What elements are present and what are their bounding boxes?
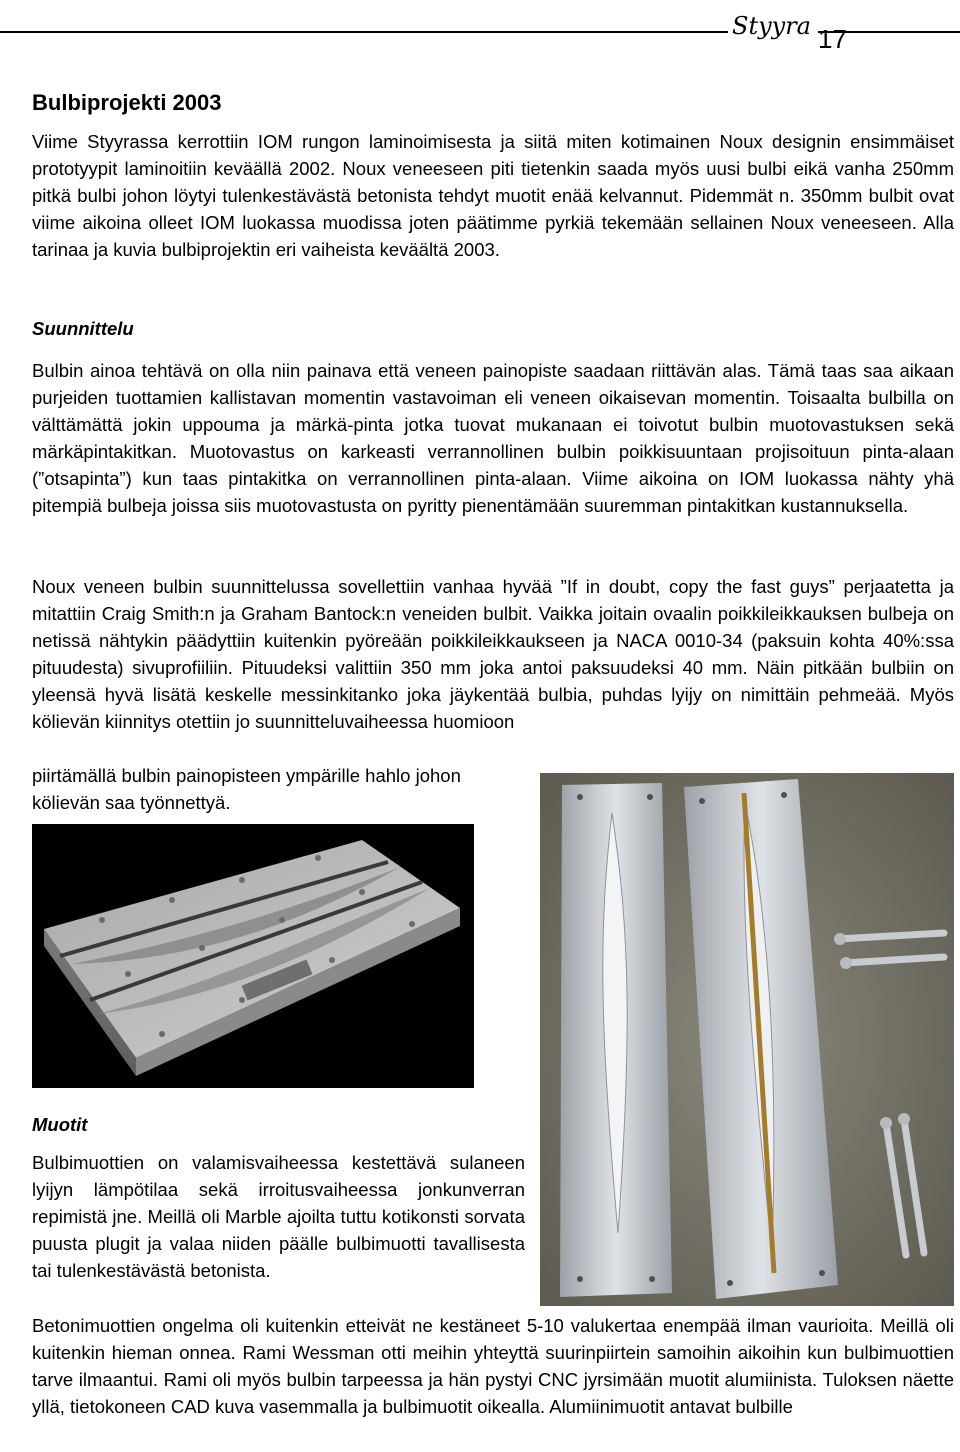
section-heading-muotit: Muotit — [32, 1114, 88, 1135]
aluminium-molds-photo — [540, 773, 954, 1306]
muotit-paragraph-wrapped: Bulbimuottien on valamisvaiheessa kestettävä sulaneen lyijyn lämpötilaa sekä irroitusvaiheessa jonkunverran repimistä jne. Meillä oli Marble ajoilta tuttu kotikonsti sorvata puusta plugit ja valaa niiden päälle bulbimuotti tavallisesta tai tulenkestävästä betonista. — [32, 1152, 525, 1281]
page-number: 17 — [818, 24, 847, 54]
suunnittelu-paragraph-2: Noux veneen bulbin suunnittelussa sovellettiin vanhaa hyvää ”If in doubt, copy the fast guys” perjaatetta ja mitattiin Craig Smith:n ja Graham Bantock:n veneiden bulbit. Vaikka joitain ovaalin poikkileikkauksen bulbeja on netissä nähtykin päädyttiin kuitenkin pyöreään poikkileikkaukseen ja NACA 0010-34 (paksuin kohta 40%:ssa pituudesta) sivuprofiiliin. Pituudeksi valittiin 350 mm joka antoi paksuudeksi 40 mm. Näin pitkään bulbiin on yleensä hyvä lisätä keskelle messinkitanko joka jäykentää bulbia, puhdas lyijy on nimittäin pehmeää. Myös kölievän kiinnitys otettiin jo suunnitteluvaiheessa huomioon — [32, 576, 954, 732]
section-heading-suunnittelu: Suunnittelu — [32, 318, 134, 339]
cad-mold-image — [32, 824, 474, 1088]
suunnittelu-paragraph-2-end: piirtämällä bulbin painopisteen ympärille hahlo johon kölievän saa työnnettyä. — [32, 765, 461, 813]
suunnittelu-paragraph-1: Bulbin ainoa tehtävä on olla niin painava että veneen painopiste saadaan riittävän alas. Tämä taas saa aikaan purjeiden tuottamien kallistavan momentin vastavoiman eli veneen oikaisevan momentin. Toisaalta bulbilla on välttämättä jokin uppouma ja märkä-pinta jotka tuovat mukanaan ei toivotut bulbin muotovastuksen sekä märkäpintakitkan. Muotovastus on karkeasti verrannollinen bulbin poikkisuuntaan projisoituun pinta-alaan (”otsapinta”) kun taas pintakitka on verrannollinen pinta-alaan. Viime aikoina on IOM luokassa nähty yhä pitempiä bulbeja joissa siis muotovastusta on pyritty pienentämään suuremman pintakitkan kustannuksella. — [32, 360, 954, 516]
magazine-logo: Styyra — [728, 4, 818, 48]
article-title: Bulbiprojekti 2003 — [32, 90, 222, 115]
muotit-paragraph-full: Betonimuottien ongelma oli kuitenkin etteivät ne kestäneet 5-10 valukertaa enempää ilman vaurioita. Meillä oli kuitenkin hieman onnea. Rami Wessman otti meihin yhteyttä suurinpiirtein samoihin aikoihin kun bulbimuottien tarve ilmaantui. Rami oli myös bulbin tarpeessa ja hän pystyi CNC jyrsimään muotit alumiinista. Tuloksen näette yllä, tietokoneen CAD kuva vasemmalla ja bulbimuotit oikealla. Alumiinimuotit antavat bulbille — [32, 1315, 954, 1417]
intro-paragraph: Viime Styyrassa kerrottiin IOM rungon laminoimisesta ja siitä miten kotimainen Noux designin ensimmäiset prototyypit laminoitiin keväällä 2002. Noux veneeseen piti tietenkin saada myös uusi bulbi eikä vanha 250mm pitkä bulbi johon löytyi tulenkestävästä betonista tehdyt muotit enää kelvannut. Pidemmät n. 350mm bulbit ovat viime aikoina olleet IOM luokassa muodissa joten päätimme pyrkiä tekemään sellainen Noux veneeseen. Alla tarinaa ja kuvia bulbiprojektin eri vaiheista keväältä 2003. — [32, 131, 954, 260]
